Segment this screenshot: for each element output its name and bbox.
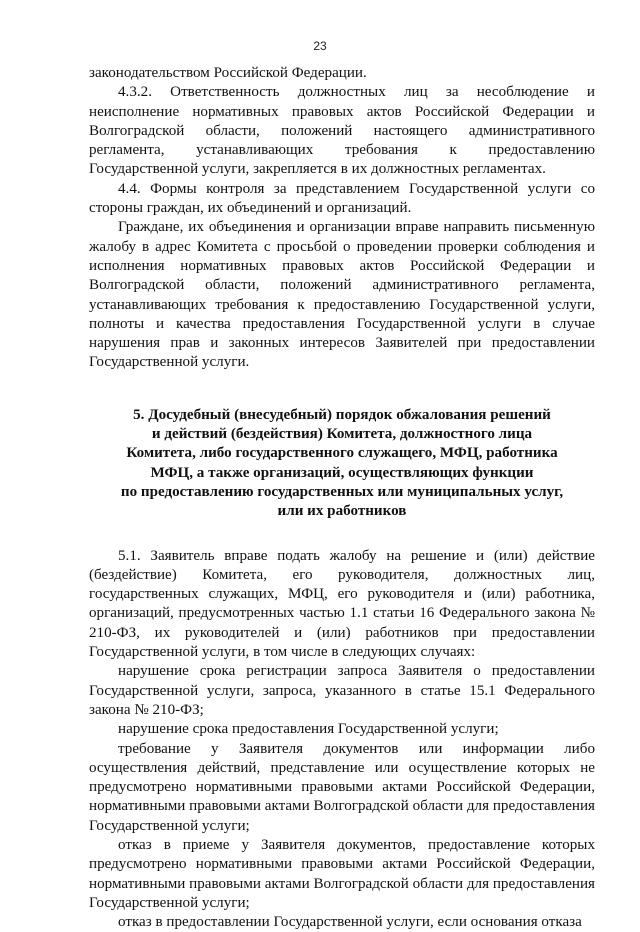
section-title-line: 5. Досудебный (внесудебный) порядок обжалования решений <box>133 406 551 423</box>
paragraph: отказ в предоставлении Государственной услуги, если основания отказа <box>118 914 582 931</box>
document-body <box>89 64 595 932</box>
paragraph: требование у Заявителя документов или информации либо осуществления действий, представление или осуществление которых не предусмотрено нормативными правовыми актами Российской Федерации, нормативными правовыми актами Волгоградской области для предоставления Государственной услуги; <box>89 740 595 834</box>
paragraph: нарушение срока предоставления Государственной услуги; <box>118 721 499 738</box>
paragraph: нарушение срока регистрации запроса Заявителя о предоставлении Государственной услуги, запроса, указанного в статье 15.1 Федерального закона № 210-ФЗ; <box>89 663 595 718</box>
section-5-title <box>89 406 595 522</box>
top-paragraphs <box>89 64 595 373</box>
section-title-line: и действий (бездействия) Комитета, должностного лица <box>151 426 533 443</box>
section-title-line: МФЦ, а также организаций, осуществляющих функции <box>150 464 534 481</box>
paragraph: отказ в приеме у Заявителя документов, предоставление которых предусмотрено нормативными правовыми актами Российской Федерации, нормативными правовыми актами Волгоградской области для предоставления Государственной услуги; <box>89 836 595 911</box>
section-5-paragraphs <box>89 547 595 932</box>
paragraph: 4.4. Формы контроля за представлением Государственной услуги со стороны граждан, их объединений и организаций. <box>89 180 595 217</box>
section-title-line: Комитета, либо государственного служащего, МФЦ, работника <box>126 445 558 462</box>
section-title-line: по предоставлению государственных или муниципальных услуг, <box>120 483 564 500</box>
section-title-line: или их работников <box>277 503 407 520</box>
paragraph: законодательством Российской Федерации. <box>89 65 367 81</box>
paragraph: 4.3.2. Ответственность должностных лиц за несоблюдение и неисполнение нормативных правовых актов Российской Федерации и Волгоградской области, положений настоящего административного регламента, устанавливающих требования к предоставлению Государственной услуги, закрепляется в их должностных регламентах. <box>89 84 595 178</box>
page-number: 23 <box>313 39 327 53</box>
paragraph: 5.1. Заявитель вправе подать жалобу на решение и (или) действие (бездействие) Комитета, его руководителя, должностных лиц, государственных служащих, МФЦ, его руководителя и (или) работника, организаций, предусмотренных частью 1.1 статьи 16 Федерального закона № 210-ФЗ, их руководителей и (или) работников при предоставлении Государственной услуги, в том числе в следующих случаях: <box>89 547 595 661</box>
paragraph: Граждане, их объединения и организации вправе направить письменную жалобу в адрес Комитета с просьбой о проведении проверки соблюдения и исполнения нормативных правовых актов Российской Федерации и Волгоградской области, положений административного регламента, устанавливающих требования к предоставлению Государственной услуги, полноты и качества предоставления Государственной услуги в случае нарушения прав и законных интересов Заявителей при предоставлении Государственной услуги. <box>89 219 595 371</box>
